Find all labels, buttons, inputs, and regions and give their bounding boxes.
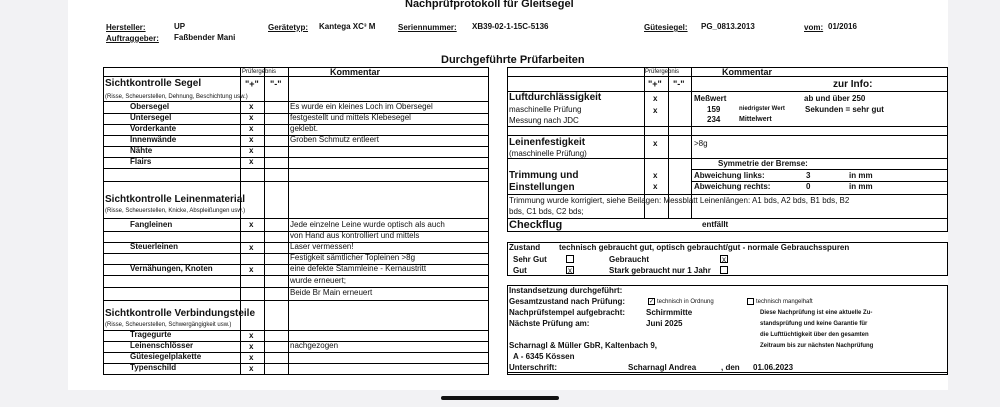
section-title: Durchgeführte Prüfarbeiten: [441, 54, 585, 66]
segel-row-plus: x: [249, 157, 254, 166]
verbindung-row-label: Leinenschlösser: [130, 341, 194, 350]
naechste-label: Nächste Prüfung am:: [509, 319, 590, 328]
info2: Sekunden = sehr gut: [805, 105, 884, 114]
verbindung-row-plus: x: [249, 364, 254, 373]
verbindung-row-comment: nachgezogen: [290, 341, 339, 350]
leinen-row-label: Fangleinen: [130, 220, 173, 229]
luft-val2-label: Mittelwert: [739, 116, 772, 123]
leinen-row-comment: Jede einzelne Leine wurde optisch als auch: [290, 220, 445, 229]
gebraucht-checkbox: x: [722, 255, 726, 264]
unterschrift-name: Scharnagl Andrea: [628, 363, 697, 372]
seriennummer-label: Seriennummer:: [398, 23, 457, 32]
right-pruefergebnis-header: Prüfergebnis: [645, 69, 680, 75]
leinen-row-comment: Laser vermessen!: [290, 242, 354, 251]
verbindung-row-label: Gütesiegelplakette: [130, 352, 202, 361]
auftraggeber-value: Faßbender Mani: [174, 33, 236, 42]
segel-row-comment: Groben Schmutz entleert: [290, 135, 379, 144]
note-line4: Zeitraum bis zur nächsten Nachprüfung: [760, 343, 874, 349]
note-line2: standsprüfung und keine Garantie für: [760, 321, 868, 327]
mangel-text: technisch mangelhaft: [756, 299, 813, 305]
document-page: [68, 0, 948, 390]
home-indicator: [441, 396, 559, 400]
ok-checkbox: ✓: [649, 299, 655, 305]
note-line1: Diese Nachprüfung ist eine aktuelle Zu-: [760, 310, 873, 316]
leinen-row-plus: x: [249, 220, 254, 229]
firma-line2: A - 6345 Kössen: [513, 352, 575, 361]
right-plus-header: "+": [648, 79, 662, 89]
segel-row-plus: x: [249, 124, 254, 133]
festigkeit-plus: x: [653, 139, 658, 148]
gebraucht-label: Gebraucht: [609, 255, 650, 264]
messwert-label: Meßwert: [694, 94, 727, 103]
segel-row-label: Nähte: [130, 146, 153, 155]
seriennummer-value: XB39-02-1-15C-5136: [472, 22, 549, 31]
leinen-row-plus: x: [249, 243, 254, 252]
segel-row-plus: x: [249, 135, 254, 144]
segel-row-label: Vorderkante: [130, 124, 177, 133]
guetesiegel-value: PG_0813.2013: [701, 22, 755, 31]
symmetrie-label: Symmetrie der Bremse:: [718, 159, 808, 168]
luft-val1-label: niedrigster Wert: [739, 106, 785, 112]
trimm-title2: Einstellungen: [509, 182, 575, 193]
verbindung-row-plus: x: [249, 331, 254, 340]
trimm-title1: Trimmung und: [509, 170, 579, 181]
guetesiegel-label: Gütesiegel:: [644, 23, 688, 32]
left-pruefergebnis-header: Prüfergebnis: [242, 69, 277, 75]
doc-title: Nachprüfprotokoll für Gleitsegel: [405, 0, 574, 10]
segel-row-comment: Es wurde ein kleines Loch im Obersegel: [290, 102, 433, 111]
right-minus-header: "-": [673, 79, 685, 89]
hersteller-label: Hersteller:: [106, 23, 146, 32]
segel-row-plus: x: [249, 146, 254, 155]
leinen-subtitle: (Risse, Scheuerstellen, Knicke, Abspleißungen usw.): [105, 208, 246, 214]
segel-row-label: Flairs: [130, 157, 152, 166]
left-kommentar-header: Kommentar: [330, 67, 381, 77]
sehr-gut-label: Sehr Gut: [513, 255, 547, 264]
segel-row-plus: x: [249, 113, 254, 122]
info1: ab und über 250: [804, 94, 866, 103]
trimm-plus2: x: [653, 182, 658, 191]
geraetetyp-value: Kantega XC³ M: [319, 22, 376, 31]
segel-row-label: Untersegel: [130, 113, 172, 122]
den-label: , den: [721, 363, 740, 372]
leinen-row-label: Steuerleinen: [130, 242, 179, 251]
left-minus-header: "-": [270, 79, 282, 89]
abw-links-label: Abweichung links:: [694, 171, 765, 180]
segel-row-comment: geklebt.: [290, 124, 319, 133]
vom-value: 01/2016: [828, 22, 857, 31]
leinen-row-comment: Beide Br Main erneuert: [290, 288, 373, 297]
abw-links-value: 3: [806, 171, 811, 180]
stark-gebraucht-checkbox: [720, 266, 728, 274]
naechste-value: Juni 2025: [646, 319, 683, 328]
verbindung-subtitle: (Risse, Scheuerstellen, Schwergängigkeit usw.): [105, 322, 232, 328]
right-kommentar-header: Kommentar: [722, 67, 773, 77]
leinen-row-comment: Festigkeit sämtlicher Topleinen >8g: [290, 253, 416, 262]
stark-gebraucht-label: Stark gebraucht nur 1 Jahr: [609, 266, 711, 275]
note-line3: die Lufttüchtigkeit über den gesamten: [760, 332, 869, 338]
verbindung-row-plus: x: [249, 353, 254, 362]
abw-links-unit: in mm: [849, 171, 873, 180]
trimm-note1: Trimmung wurde korrigiert, siehe Beilagen: Messblatt Leinenlängen: A1 bds, A2 bds, B1 bds, B2: [509, 196, 850, 205]
leinen-row-comment: eine defekte Stammleine - Kernaustritt: [290, 264, 427, 273]
luft-sub1: maschinelle Prüfung: [509, 105, 582, 114]
gut-label: Gut: [513, 266, 527, 275]
verbindung-row-plus: x: [249, 342, 254, 351]
festigkeit-sub: (maschinelle Prüfung): [509, 149, 587, 158]
gesamt-label: Gesamtzustand nach Prüfung:: [509, 297, 626, 306]
leinen-row-comment: wurde erneuert;: [290, 276, 347, 285]
zustand-text: technisch gebraucht gut, optisch gebraucht/gut - normale Gebrauchsspuren: [559, 243, 850, 252]
checkflug-title: Checkflug: [509, 219, 563, 231]
instand-label: Instandsetzung durchgeführt:: [509, 286, 623, 295]
ok-text: technisch in Ordnung: [657, 299, 714, 305]
luft-val1: 159: [707, 105, 721, 114]
trimm-plus1: x: [653, 171, 658, 180]
stempel-value: Schirmmitte: [646, 308, 693, 317]
segel-subtitle: (Risse, Scheuerstellen, Dehnung, Beschichtung usw.): [105, 94, 248, 100]
segel-row-label: Innenwände: [130, 135, 177, 144]
verbindung-title: Sichtkontrolle Verbindungsteile: [105, 308, 256, 319]
abw-rechts-value: 0: [806, 182, 811, 191]
abw-rechts-label: Abweichung rechts:: [694, 182, 771, 191]
luft-sub2: Messung nach JDC: [509, 116, 579, 125]
mangel-checkbox: [747, 298, 754, 305]
left-plus-header: "+": [245, 79, 259, 89]
firma-line1: Scharnagl & Müller GbR, Kaltenbach 9,: [509, 341, 658, 350]
segel-title: Sichtkontrolle Segel: [105, 78, 202, 89]
segel-row-comment: festgestellt und mittels Klebesegel: [290, 113, 411, 122]
hersteller-value: UP: [174, 22, 186, 31]
auftraggeber-label: Auftraggeber:: [106, 34, 159, 43]
sehr-gut-checkbox: [566, 255, 574, 263]
leinen-row-comment: von Hand aus kontrolliert und mittels: [290, 231, 420, 240]
leinen-row-label: Vernähungen, Knoten: [130, 264, 213, 273]
segel-row-label: Obersegel: [130, 102, 170, 111]
zur-info: zur Info:: [833, 79, 873, 90]
stempel-label: Nachprüfstempel aufgebracht:: [509, 308, 626, 317]
leinen-row-plus: x: [249, 265, 254, 274]
leinen-title: Sichtkontrolle Leinenmaterial: [105, 194, 246, 205]
verbindung-row-label: Tragegurte: [130, 330, 172, 339]
gut-checkbox: x: [568, 266, 572, 275]
unterschrift-label: Unterschrift:: [509, 363, 558, 372]
luft-val2: 234: [707, 115, 721, 124]
geraetetyp-label: Gerätetyp:: [268, 23, 309, 32]
vom-label: vom:: [804, 23, 824, 32]
checkflug-value: entfällt: [702, 220, 729, 229]
trimm-note2: bds, C1 bds, C2 bds;: [509, 207, 584, 216]
segel-row-plus: x: [249, 102, 254, 111]
festigkeit-title: Leinenfestigkeit: [509, 137, 586, 148]
festigkeit-value: >8g: [694, 139, 708, 148]
abw-rechts-unit: in mm: [849, 182, 873, 191]
verbindung-row-label: Typenschild: [130, 363, 177, 372]
zustand-label: Zustand: [509, 243, 541, 252]
datum: 01.06.2023: [753, 363, 794, 372]
luft-plus2: x: [653, 106, 658, 115]
luft-plus1: x: [653, 94, 658, 103]
luft-title: Luftdurchlässigkeit: [509, 92, 602, 103]
